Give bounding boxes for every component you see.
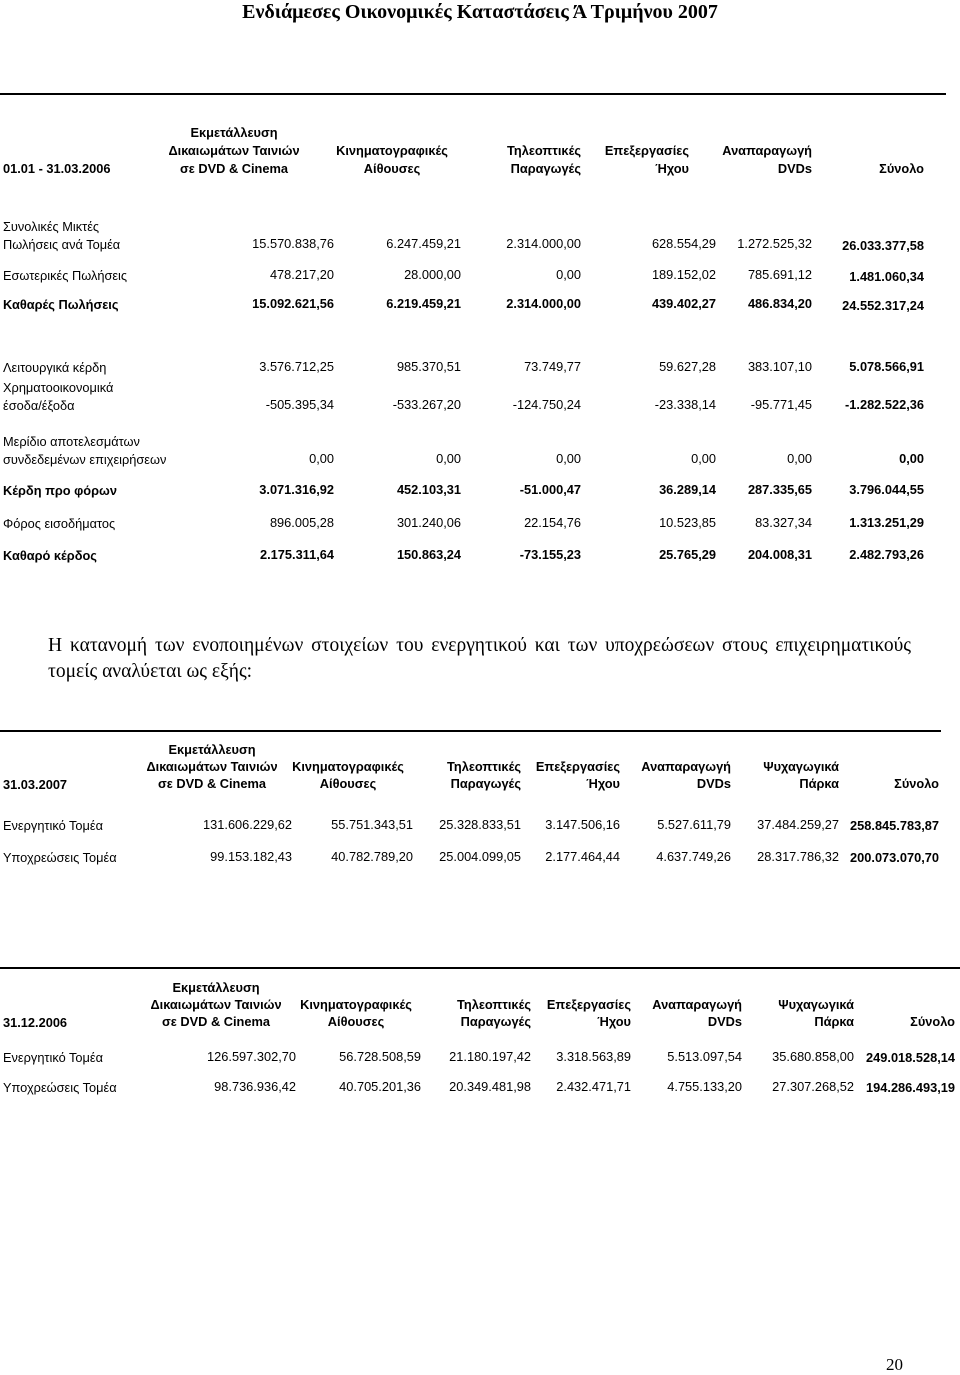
table1-row-6-value-2: -51.000,47 bbox=[519, 482, 581, 497]
table1-row-3-value-2: 73.749,77 bbox=[524, 359, 581, 374]
table1-row-2-value-5: 24.552.317,24 bbox=[842, 298, 924, 313]
table1-header-0-line-2: σε DVD & Cinema bbox=[180, 161, 288, 176]
table1-header-1-line-1: Αίθουσες bbox=[363, 161, 421, 176]
table3-row-1-value-4: 4.755.133,20 bbox=[667, 1079, 742, 1094]
table1-row-0-value-5: 26.033.377,58 bbox=[842, 238, 924, 253]
table2-header-3-line-0: Επεξεργασίες bbox=[535, 759, 620, 774]
table3-row-0-value-4: 5.513.097,54 bbox=[667, 1049, 742, 1064]
table1-row-0-label-0: Συνολικές Μικτές bbox=[3, 219, 100, 234]
table2-row-1-value-0: 99.153.182,43 bbox=[210, 849, 292, 864]
table1-row-5-value-4: 0,00 bbox=[787, 451, 812, 466]
table1-row-1-value-2: 0,00 bbox=[556, 267, 581, 282]
table1-period: 01.01 - 31.03.2006 bbox=[3, 161, 111, 176]
table1-row-0-value-1: 6.247.459,21 bbox=[386, 236, 461, 251]
table1-row-0-label-1: Πωλήσεις ανά Τομέα bbox=[3, 237, 121, 252]
table1-header-2-line-1: Παραγωγές bbox=[510, 161, 581, 176]
table2-header-1-line-0: Κινηματογραφικές bbox=[292, 759, 404, 774]
table2-period: 31.03.2007 bbox=[3, 777, 68, 792]
table2-header-2-line-0: Τηλεοπτικές bbox=[447, 759, 521, 774]
table2-row-0-value-5: 37.484.259,27 bbox=[757, 817, 839, 832]
page-title: Ενδιάμεσες Οικονομικές Καταστάσεις Ά Τριμήνου 2007 bbox=[242, 1, 718, 23]
table1-row-4-value-1: -533.267,20 bbox=[392, 397, 461, 412]
table1-row-6-value-3: 36.289,14 bbox=[659, 482, 716, 497]
table1-row-3-value-1: 985.370,51 bbox=[396, 359, 461, 374]
table1-row-7-label-0: Φόρος εισοδήματος bbox=[3, 516, 116, 531]
table1-row-2-value-3: 439.402,27 bbox=[651, 296, 716, 311]
table2-header-5-line-0: Ψυχαγωγικά bbox=[763, 759, 839, 774]
table2-header-0-line-2: σε DVD & Cinema bbox=[158, 776, 266, 791]
table3-header-4-line-1: DVDs bbox=[707, 1014, 742, 1029]
table1-row-3-value-3: 59.627,28 bbox=[659, 359, 716, 374]
table3-row-0-value-0: 126.597.302,70 bbox=[207, 1049, 296, 1064]
table3-header-5-line-0: Ψυχαγωγικά bbox=[778, 997, 854, 1012]
table1-row-8-value-4: 204.008,31 bbox=[747, 547, 812, 562]
table1-header-4-line-0: Αναπαραγωγή bbox=[722, 143, 812, 158]
table1-row-8-value-2: -73.155,23 bbox=[519, 547, 581, 562]
table1-row-8-value-1: 150.863,24 bbox=[396, 547, 461, 562]
table3-row-1-label: Υποχρεώσεις Τομέα bbox=[3, 1080, 117, 1095]
table1-row-4-value-3: -23.338,14 bbox=[654, 397, 716, 412]
table2-row-1-value-3: 2.177.464,44 bbox=[545, 849, 620, 864]
table3-row-0-value-5: 35.680.858,00 bbox=[772, 1049, 854, 1064]
table1-row-1-value-4: 785.691,12 bbox=[747, 267, 812, 282]
table2-header-4-line-1: DVDs bbox=[696, 776, 731, 791]
table2-header-4-line-0: Αναπαραγωγή bbox=[641, 759, 731, 774]
table1-row-2-label-0: Καθαρές Πωλήσεις bbox=[3, 297, 119, 312]
table1-row-6-label-0: Κέρδη προ φόρων bbox=[3, 483, 117, 498]
table2-row-1-value-5: 28.317.786,32 bbox=[757, 849, 839, 864]
table3-period: 31.12.2006 bbox=[3, 1015, 68, 1030]
table1-row-1-value-3: 189.152,02 bbox=[651, 267, 716, 282]
table1-row-6-value-1: 452.103,31 bbox=[396, 482, 461, 497]
table3-header-5-line-1: Πάρκα bbox=[814, 1014, 854, 1029]
table1-row-4-value-4: -95.771,45 bbox=[750, 397, 812, 412]
page-number: 20 bbox=[886, 1355, 903, 1374]
table1-row-5-label-1: συνδεδεμένων επιχειρήσεων bbox=[3, 452, 167, 467]
table3-header-1-line-0: Κινηματογραφικές bbox=[300, 997, 412, 1012]
table1-row-1-value-0: 478.217,20 bbox=[269, 267, 334, 282]
table1-row-0-value-4: 1.272.525,32 bbox=[737, 236, 812, 251]
table1-row-6-value-4: 287.335,65 bbox=[747, 482, 812, 497]
table1-row-3-value-0: 3.576.712,25 bbox=[259, 359, 334, 374]
table1-row-3-value-4: 383.107,10 bbox=[747, 359, 812, 374]
table1-header-0-line-1: Δικαιωμάτων Ταινιών bbox=[168, 143, 300, 158]
table3-header-2-line-0: Τηλεοπτικές bbox=[457, 997, 531, 1012]
table3-header-6-line-0: Σύνολο bbox=[910, 1014, 955, 1029]
table2-header-1-line-1: Αίθουσες bbox=[319, 776, 377, 791]
table3-row-0-value-1: 56.728.508,59 bbox=[339, 1049, 421, 1064]
table3-row-1-value-2: 20.349.481,98 bbox=[449, 1079, 531, 1094]
table1-row-8-value-0: 2.175.311,64 bbox=[259, 547, 334, 562]
table3-header-0-line-0: Εκμετάλλευση bbox=[172, 980, 260, 995]
table1-row-4-label-1: έσοδα/έξοδα bbox=[3, 398, 75, 413]
table2-row-1-value-4: 4.637.749,26 bbox=[656, 849, 731, 864]
table1-row-3-label-0: Λειτουργικά κέρδη bbox=[3, 360, 107, 375]
allocation-paragraph: Η κατανομή των ενοποιημένων στοιχείων του ενεργητικού και των υποχρεώσεων στους επιχειρηματικούς τομείς αναλύεται ως εξής: bbox=[48, 635, 911, 682]
table3-row-1-value-3: 2.432.471,71 bbox=[556, 1079, 631, 1094]
table1-row-2-value-0: 15.092.621,56 bbox=[252, 296, 334, 311]
table1-row-1-label-0: Εσωτερικές Πωλήσεις bbox=[3, 268, 128, 283]
table1-row-6-value-0: 3.071.316,92 bbox=[259, 482, 334, 497]
table1-row-8-value-5: 2.482.793,26 bbox=[849, 547, 924, 562]
table1-header-3-line-0: Επεξεργασίες bbox=[604, 143, 689, 158]
table3-row-1-value-5: 27.307.268,52 bbox=[772, 1079, 854, 1094]
table1-row-1-value-5: 1.481.060,34 bbox=[849, 269, 924, 284]
table1-row-4-value-2: -124.750,24 bbox=[512, 397, 581, 412]
table1-row-5-value-5: 0,00 bbox=[899, 451, 924, 466]
table1-header-4-line-1: DVDs bbox=[777, 161, 812, 176]
table2-row-0-value-6: 258.845.783,87 bbox=[850, 818, 939, 833]
table2-row-0-value-2: 25.328.833,51 bbox=[439, 817, 521, 832]
table1-row-7-value-1: 301.240,06 bbox=[396, 515, 461, 530]
table1-header-2-line-0: Τηλεοπτικές bbox=[507, 143, 581, 158]
table1-header-3-line-1: Ήχου bbox=[655, 161, 689, 176]
table1-header-0-line-0: Εκμετάλλευση bbox=[190, 125, 278, 140]
table3-row-0-label: Ενεργητικό Τομέα bbox=[3, 1050, 104, 1065]
table3-row-0-value-3: 3.318.563,89 bbox=[556, 1049, 631, 1064]
table1-row-5-value-1: 0,00 bbox=[436, 451, 461, 466]
table1-row-0-value-0: 15.570.838,76 bbox=[252, 236, 334, 251]
table1-row-8-value-3: 25.765,29 bbox=[659, 547, 716, 562]
table3-row-1-value-6: 194.286.493,19 bbox=[866, 1080, 955, 1095]
table1-row-7-value-3: 10.523,85 bbox=[659, 515, 716, 530]
table1-row-4-value-0: -505.395,34 bbox=[265, 397, 334, 412]
table1-row-7-value-4: 83.327,34 bbox=[755, 515, 812, 530]
table1-row-8-label-0: Καθαρό κέρδος bbox=[3, 548, 97, 563]
table3-row-1-value-0: 98.736.936,42 bbox=[214, 1079, 296, 1094]
table2-header-3-line-1: Ήχου bbox=[586, 776, 620, 791]
table3-header-2-line-1: Παραγωγές bbox=[460, 1014, 531, 1029]
table3-row-0-value-6: 249.018.528,14 bbox=[866, 1050, 955, 1065]
table3-header-0-line-2: σε DVD & Cinema bbox=[162, 1014, 270, 1029]
table1-row-5-label-0: Μερίδιο αποτελεσμάτων bbox=[3, 434, 140, 449]
table3-header-1-line-1: Αίθουσες bbox=[327, 1014, 385, 1029]
table2-row-1-value-6: 200.073.070,70 bbox=[850, 850, 939, 865]
table3-row-0-value-2: 21.180.197,42 bbox=[449, 1049, 531, 1064]
table3-header-3-line-0: Επεξεργασίες bbox=[546, 997, 631, 1012]
table1-row-4-value-5: -1.282.522,36 bbox=[845, 397, 924, 412]
table1-row-5-value-2: 0,00 bbox=[556, 451, 581, 466]
table2-header-0-line-1: Δικαιωμάτων Ταινιών bbox=[146, 759, 278, 774]
table2-row-0-value-0: 131.606.229,62 bbox=[203, 817, 292, 832]
table2-row-1-label: Υποχρεώσεις Τομέα bbox=[3, 850, 117, 865]
table2-row-0-label: Ενεργητικό Τομέα bbox=[3, 818, 104, 833]
table3-top-rule bbox=[0, 967, 960, 969]
table1-row-2-value-2: 2.314.000,00 bbox=[506, 296, 581, 311]
table3-header-3-line-1: Ήχου bbox=[597, 1014, 631, 1029]
table1-header-5-line-0: Σύνολο bbox=[879, 161, 924, 176]
table1-row-0-value-3: 628.554,29 bbox=[651, 236, 716, 251]
table3-header-0-line-1: Δικαιωμάτων Ταινιών bbox=[150, 997, 282, 1012]
table1-row-1-value-1: 28.000,00 bbox=[404, 267, 461, 282]
table1-row-2-value-4: 486.834,20 bbox=[747, 296, 812, 311]
table2-header-2-line-1: Παραγωγές bbox=[450, 776, 521, 791]
table2-row-1-value-2: 25.004.099,05 bbox=[439, 849, 521, 864]
table2-row-0-value-4: 5.527.611,79 bbox=[657, 817, 731, 832]
table1-row-5-value-3: 0,00 bbox=[691, 451, 716, 466]
table1-row-2-value-1: 6.219.459,21 bbox=[386, 296, 461, 311]
table2-row-0-value-1: 55.751.343,51 bbox=[331, 817, 413, 832]
table2-row-1-value-1: 40.782.789,20 bbox=[331, 849, 413, 864]
table1-row-7-value-0: 896.005,28 bbox=[269, 515, 334, 530]
table1-row-6-value-5: 3.796.044,55 bbox=[849, 482, 924, 497]
table2-row-0-value-3: 3.147.506,16 bbox=[545, 817, 620, 832]
table1-row-5-value-0: 0,00 bbox=[309, 451, 334, 466]
table2-top-rule bbox=[0, 730, 941, 732]
table1-row-4-label-0: Χρηματοοικονομικά bbox=[3, 380, 114, 395]
table2-header-6-line-0: Σύνολο bbox=[894, 776, 939, 791]
table3-header-4-line-0: Αναπαραγωγή bbox=[652, 997, 742, 1012]
table3-row-1-value-1: 40.705.201,36 bbox=[339, 1079, 421, 1094]
table1-row-0-value-2: 2.314.000,00 bbox=[506, 236, 581, 251]
table2-header-5-line-1: Πάρκα bbox=[799, 776, 839, 791]
table2-header-0-line-0: Εκμετάλλευση bbox=[168, 742, 256, 757]
table1-row-3-value-5: 5.078.566,91 bbox=[849, 359, 924, 374]
table1-header-1-line-0: Κινηματογραφικές bbox=[336, 143, 448, 158]
table1-row-7-value-5: 1.313.251,29 bbox=[849, 515, 924, 530]
table1-top-rule bbox=[0, 93, 946, 95]
table1-row-7-value-2: 22.154,76 bbox=[524, 515, 581, 530]
